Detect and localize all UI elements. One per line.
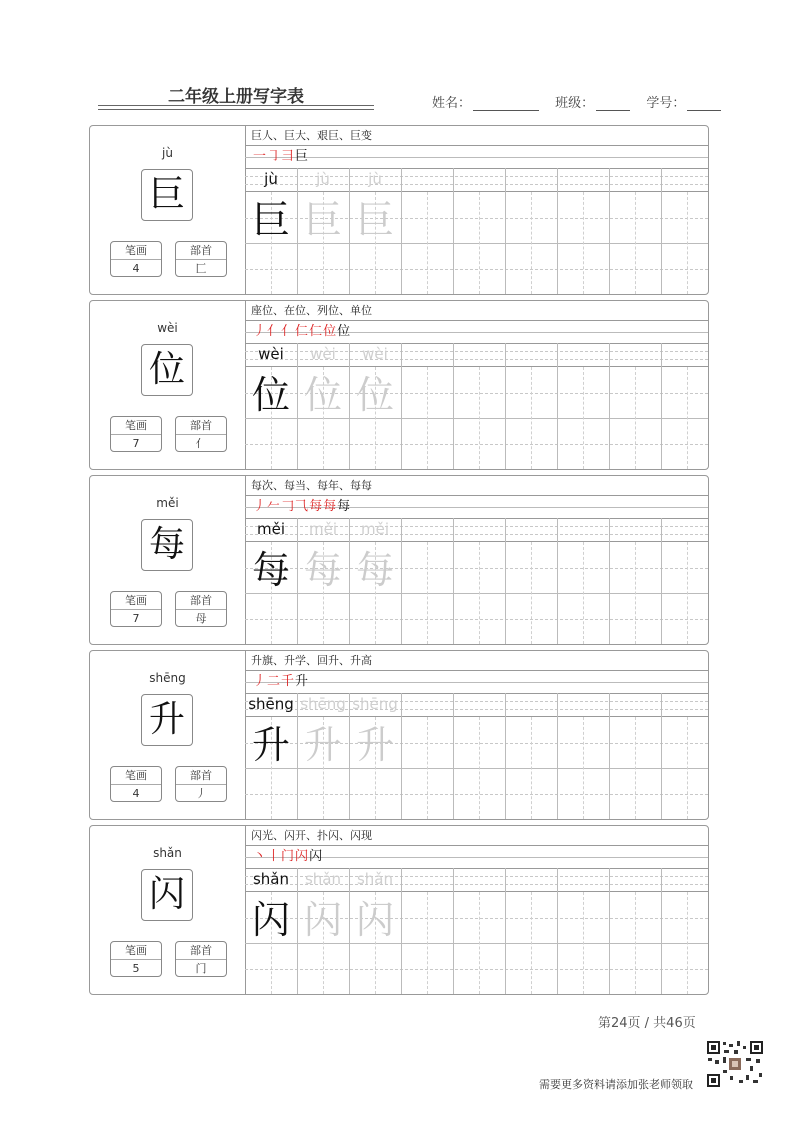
character-trace: 每 [355,548,394,592]
radical-value: 母 [195,612,207,625]
practice-grid [245,168,708,294]
example-words: 每次、每当、每年、每每 [245,476,708,496]
stroke-count-box [110,416,162,452]
stroke-step: 每 [309,499,324,514]
character-pinyin: shēng [149,671,186,685]
stroke-step: 仁 [309,324,324,339]
stroke-step: 千 [281,674,296,689]
footer-note: 需要更多资料请添加张老师领取 [539,1078,693,1091]
character-pinyin: shǎn [153,846,182,860]
character-info [90,651,246,819]
character-card [89,125,709,295]
pinyin-trace: shǎn [304,870,342,888]
stroke-count-value: 5 [132,962,140,975]
character-trace: 升 [303,723,342,767]
stroke-count-label: 笔画 [111,417,161,435]
radical-box [175,941,227,977]
example-words: 闪光、闪开、扑闪、闪现 [245,826,708,846]
stroke-step: 闪 [295,849,310,864]
pinyin-model: měi [256,520,285,538]
stroke-count-label: 笔画 [111,942,161,960]
number-label: 学号： [646,96,686,111]
example-words: 升旗、升学、回升、升高 [245,651,708,671]
class-field[interactable] [596,97,630,111]
practice-grid [245,868,708,994]
stroke-step: 𠃌 [281,499,296,514]
stroke-count-box [110,941,162,977]
stroke-count-label: 笔画 [111,767,161,785]
stroke-step: 丿 [253,324,268,339]
pinyin-trace: shēng [300,695,346,713]
stroke-count-label: 笔画 [111,242,161,260]
character-model: 巨 [251,198,290,242]
stroke-step: 每 [337,499,352,514]
name-label: 姓名： [432,96,472,111]
writing-area [245,301,708,469]
character-model: 每 [141,519,193,571]
stroke-order [245,846,708,868]
radical-label: 部首 [176,942,226,960]
character-trace: 闪 [303,898,342,942]
character-pinyin: měi [156,496,179,510]
character-model: 升 [251,723,290,767]
character-model: 每 [251,548,290,592]
stroke-step: 升 [295,674,310,689]
title-underline [98,105,374,106]
stroke-step: 彐 [281,149,296,164]
radical-label: 部首 [176,417,226,435]
stroke-step: 门 [281,849,296,864]
page-title: 二年级上册写字表 [168,87,304,107]
stroke-step: 位 [323,324,338,339]
stroke-step: 巨 [295,149,310,164]
page-number: 第24页 / 共46页 [598,1016,696,1031]
writing-area [245,476,708,644]
qr-code-icon [706,1040,764,1088]
class-label: 班级： [555,96,595,111]
example-words: 座位、在位、列位、单位 [245,301,708,321]
stroke-step: 丶 [253,849,268,864]
character-card [89,825,709,995]
stroke-step: 位 [337,324,352,339]
stroke-step: ⺄ [295,499,310,514]
radical-value: 亻 [195,437,207,450]
character-model: 巨 [141,169,193,221]
stroke-count-value: 7 [132,612,140,625]
pinyin-trace: měi [360,520,389,538]
writing-area [245,651,708,819]
name-field[interactable] [473,97,539,111]
stroke-count-box [110,591,162,627]
pinyin-trace: wèi [310,345,336,363]
stroke-count-label: 笔画 [111,592,161,610]
pinyin-model: wèi [258,345,284,363]
character-model: 闪 [141,869,193,921]
pinyin-trace: jù [368,170,382,188]
character-model: 位 [251,373,290,417]
stroke-step: 每 [323,499,338,514]
stroke-count-value: 7 [132,437,140,450]
character-trace: 升 [355,723,394,767]
radical-label: 部首 [176,767,226,785]
stroke-step: 丨 [267,849,282,864]
stroke-order [245,321,708,343]
stroke-step: 二 [267,674,282,689]
character-pinyin: wèi [157,321,178,335]
character-model: 闪 [251,898,290,942]
character-info [90,301,246,469]
practice-grid [245,693,708,819]
radical-value: 匚 [195,262,207,275]
practice-grid [245,343,708,469]
stroke-count-value: 4 [132,262,140,275]
pinyin-model: shǎn [252,870,290,888]
pinyin-trace: měi [308,520,337,538]
radical-box [175,766,227,802]
practice-grid [245,518,708,644]
radical-box [175,241,227,277]
writing-area [245,126,708,294]
pinyin-trace: wèi [362,345,388,363]
character-info [90,126,246,294]
writing-area [245,826,708,994]
pinyin-trace: shēng [352,695,398,713]
stroke-step: ㇆ [267,149,282,164]
character-model: 位 [141,344,193,396]
title-underline [98,109,374,110]
character-card [89,475,709,645]
character-trace: 每 [303,548,342,592]
stroke-count-value: 4 [132,787,140,800]
stroke-step: 仁 [295,324,310,339]
character-trace: 闪 [355,898,394,942]
stroke-step: 丿 [253,499,268,514]
student-info [432,92,733,111]
stroke-count-box [110,241,162,277]
stroke-order [245,496,708,518]
character-info [90,826,246,994]
stroke-step: 亻 [281,324,296,339]
stroke-order [245,146,708,168]
character-trace: 位 [355,373,394,417]
stroke-order [245,671,708,693]
character-info [90,476,246,644]
stroke-step: 一 [253,149,268,164]
stroke-step: 丿 [253,674,268,689]
number-field[interactable] [687,97,721,111]
radical-label: 部首 [176,242,226,260]
stroke-step: 闪 [309,849,324,864]
character-trace: 巨 [355,198,394,242]
stroke-step: 𠂉 [267,499,282,514]
character-trace: 位 [303,373,342,417]
radical-label: 部首 [176,592,226,610]
pinyin-trace: shǎn [356,870,394,888]
stroke-count-box [110,766,162,802]
character-trace: 巨 [303,198,342,242]
pinyin-model: shēng [248,695,294,713]
radical-box [175,591,227,627]
radical-value: 丿 [195,787,207,800]
character-pinyin: jù [162,146,173,160]
radical-box [175,416,227,452]
pinyin-trace: jù [316,170,330,188]
example-words: 巨人、巨大、艰巨、巨变 [245,126,708,146]
character-model: 升 [141,694,193,746]
character-card [89,300,709,470]
radical-value: 门 [195,962,207,975]
character-card [89,650,709,820]
stroke-step: 亻 [267,324,282,339]
pinyin-model: jù [264,170,278,188]
